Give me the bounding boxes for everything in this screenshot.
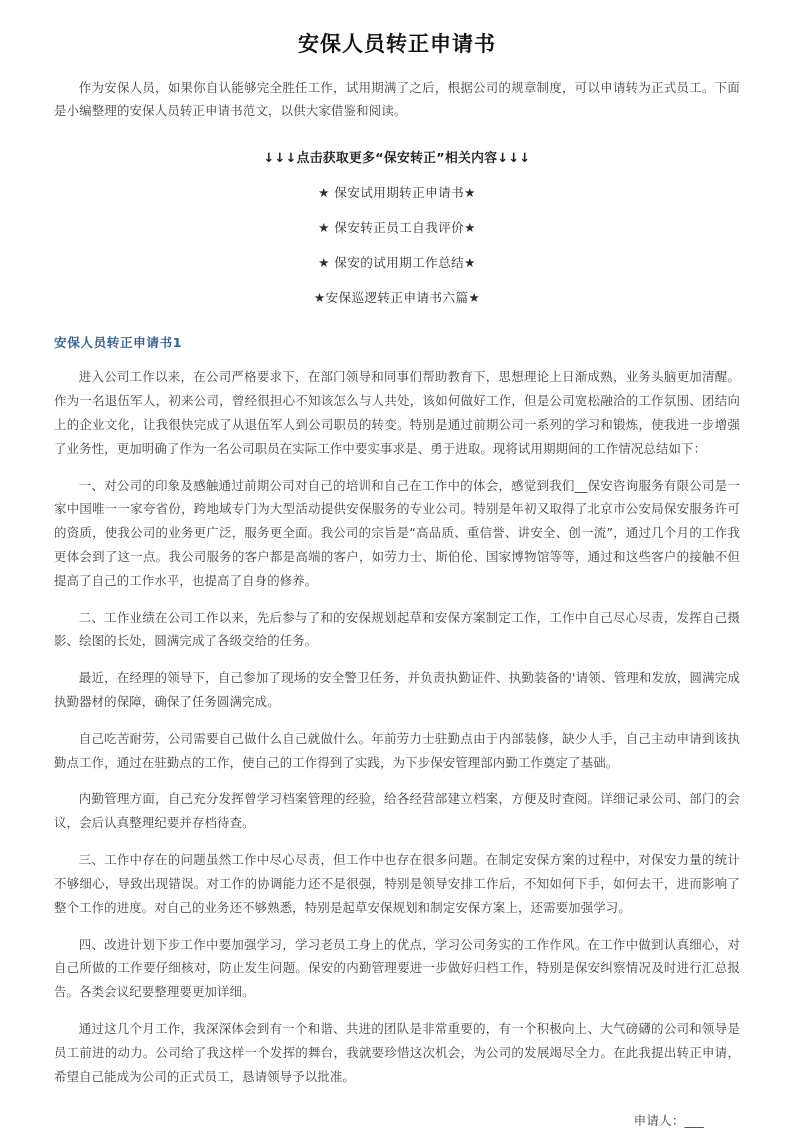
body-paragraph: 四、改进计划下步工作中要加强学习，学习老员工身上的优点，学习公司务实的工作作风。在工作中做到认真细心，对自己所做的工作要仔细核对，防止发生问题。保安的内勤管理要进一步做好归档工作，特别是保安纠察情况及时进行汇总报告。各类会议纪要整理要更加详细。 — [54, 936, 740, 1000]
list-item[interactable]: ★ 保安转正员工自我评价★ — [318, 220, 476, 236]
list-item[interactable]: ★ 保安的试用期工作总结★ — [318, 255, 476, 271]
applicant-signature-line: 申请人：___ — [633, 1113, 704, 1129]
body-paragraph: 内勤管理方面，自己充分发挥曾学习档案管理的经验，给各经营部建立档案，方便及时查阅。详细记录公司、部门的会议，会后认真整理纪要并存档待查。 — [54, 791, 740, 831]
body-paragraph: 自己吃苦耐劳，公司需要自己做什么自己就做什么。年前劳力士驻勤点由于内部装修，缺少人手，自己主动申请到该执勤点工作，通过在驻勤点的工作，使自己的工作得到了实践，为下步保安管理部内勤工作奠定了基础。 — [54, 730, 740, 770]
body-paragraph: 一、对公司的印象及感触通过前期公司对自己的培训和自己在工作中的体会，感觉到我们__保安咨询服务有限公司是一家中国唯一一家夸省份，跨地域专门为大型活动提供安保服务的专业公司。特别是年初又取得了北京市公安局保安服务许可的资质，使我公司的业务更广泛，服务更全面。我公司的宗旨是“高品质、重信誉、讲安全、创一流”，通过几个月的工作我更体会到了这一点。我公司服务的客户都是高端的客户，如劳力士、斯伯伦、国家博物馆等等，通过和这些客户的接触不但提高了自己的工作水平，也提高了自身的修养。 — [54, 477, 740, 588]
list-item[interactable]: ★ 保安试用期转正申请书★ — [318, 185, 476, 201]
promo-call-to-action: ↓↓↓点击获取更多“保安转正”相关内容↓↓↓ — [263, 151, 531, 167]
body-paragraph: 进入公司工作以来，在公司严格要求下，在部门领导和同事们帮助教育下，思想理论上日渐成熟，业务头脑更加清醒。作为一名退伍军人，初来公司，曾经很担心不知该怎么与人共处，该如何做好工作，但是公司宽松融洽的工作氛围、团结向上的企业文化，让我很快完成了从退伍军人到公司职员的转变。特别是通过前期公司一系列的学习和锻炼，使我进一步增强了业务性，更加明确了作为一名公司职员在实际工作中要实事求是、勇于进取。现将试用期期间的工作情况总结如下： — [54, 369, 740, 456]
list-item[interactable]: ★安保巡逻转正申请书六篇★ — [313, 290, 481, 306]
body-paragraph: 最近，在经理的领导下，自己参加了现场的安全警卫任务，并负责执勤证件、执勤装备的'请领、管理和发放，圆满完成执勤器材的保障，确保了任务圆满完成。 — [54, 670, 740, 710]
body-paragraph: 通过这几个月工作，我深深体会到有一个和谐、共进的团队是非常重要的，有一个积极向上、大气磅礴的公司和领导是员工前进的动力。公司给了我这样一个发挥的舞台，我就要珍惜这次机会，为公司的发展竭尽全力。在此我提出转正申请，希望自己能成为公司的正式员工，恳请领导予以批准。 — [54, 1020, 740, 1084]
signature-block — [54, 1110, 740, 1129]
page-title: 安保人员转正申请书 — [298, 32, 496, 56]
related-links-list — [54, 182, 740, 306]
intro-paragraph: 作为安保人员，如果你自认能够完全胜任工作，试用期满了之后，根据公司的规章制度，可以申请转为正式员工。下面是小编整理的安保人员转正申请书范文，以供大家借鉴和阅读。 — [54, 80, 740, 119]
body-paragraph: 二、工作业绩在公司工作以来，先后参与了和的安保规划起草和安保方案制定工作，工作中自己尽心尽责，发挥自己摄影、绘图的长处，圆满完成了各级交给的任务。 — [54, 609, 740, 649]
document-body — [54, 365, 740, 1088]
body-paragraph: 三、工作中存在的问题虽然工作中尽心尽责，但工作中也存在很多问题。在制定安保方案的过程中，对保安力量的统计不够细心，导致出现错误。对工作的协调能力还不是很强，特别是领导安排工作后，不知如何下手，如何去干，进而影响了整个工作的进度。对自己的业务还不够熟悉，特别是起草安保规划和制定安保方案上，还需要加强学习。 — [54, 852, 740, 915]
section-heading: 安保人员转正申请书1 — [54, 335, 183, 351]
